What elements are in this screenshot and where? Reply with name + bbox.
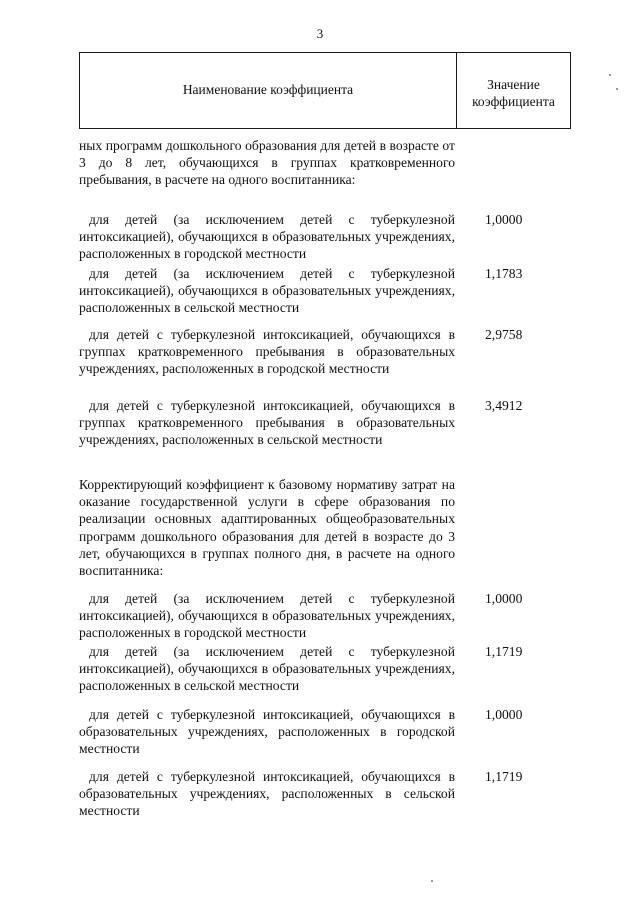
row-text: для детей с туберкулезной интоксикацией, обучающихся в образовательных учреждениях, расположенных в сельской местности <box>79 769 455 819</box>
table-row <box>79 643 571 695</box>
row-value: 1,0000 <box>485 707 523 722</box>
row-text: для детей с туберкулезной интоксикацией, обучающихся в группах кратковременного пребывания в образовательных учреждениях, расположенных в сельской местности <box>79 398 455 448</box>
table-row <box>79 211 571 263</box>
row-value: 1,1719 <box>485 644 523 659</box>
page-number: 3 <box>316 26 324 41</box>
row-text: для детей (за исключением детей с туберкулезной интоксикацией), обучающихся в образовательных учреждениях, расположенных в городской местности <box>79 212 455 262</box>
column-header-value: Значение коэффициента <box>472 77 555 109</box>
scan-speck <box>616 88 618 90</box>
row-text: для детей (за исключением детей с туберкулезной интоксикацией), обучающихся в образовательных учреждениях, расположенных в городской местности <box>79 591 455 641</box>
table-header <box>79 52 571 129</box>
scan-speck <box>431 880 433 882</box>
scan-speck <box>609 74 611 76</box>
row-value: 1,1783 <box>485 266 523 281</box>
row-value: 1,0000 <box>485 591 523 606</box>
table-row <box>79 265 571 317</box>
table-row <box>79 768 571 820</box>
row-text: для детей с туберкулезной интоксикацией, обучающихся в образовательных учреждениях, расположенных в городской местности <box>79 707 455 757</box>
table-row <box>79 137 571 189</box>
row-text: для детей (за исключением детей с туберкулезной интоксикацией), обучающихся в образовательных учреждениях, расположенных в сельской местности <box>79 644 455 694</box>
column-header-name: Наименование коэффициента <box>182 82 354 97</box>
table-row <box>79 706 571 758</box>
table-row <box>79 476 571 579</box>
row-value: 1,1719 <box>485 769 523 784</box>
row-value: 1,0000 <box>485 212 523 227</box>
row-value: 2,9758 <box>485 327 523 342</box>
row-text: ных программ дошкольного образования для детей в возрасте от 3 до 8 лет, обучающихся в группах кратковременного пребывания, в расчете на одного воспитанника: <box>79 138 455 188</box>
row-text: Корректирующий коэффициент к базовому нормативу затрат на оказание государственной услуги в сфере образования по реализации основных адаптированных общеобразовательных программ дошкольного образования для детей в возрасте до 3 лет, обучающихся в группах полного дня, в расчете на одного воспитанника: <box>79 477 455 579</box>
table-row <box>79 590 571 642</box>
row-text: для детей с туберкулезной интоксикацией, обучающихся в группах кратковременного пребывания в образовательных учреждениях, расположенных в городской местности <box>79 327 455 377</box>
table-row <box>79 397 571 449</box>
row-text: для детей (за исключением детей с туберкулезной интоксикацией), обучающихся в образовательных учреждениях, расположенных в сельской местности <box>79 266 455 316</box>
row-value: 3,4912 <box>485 398 523 413</box>
table-row <box>79 326 571 378</box>
